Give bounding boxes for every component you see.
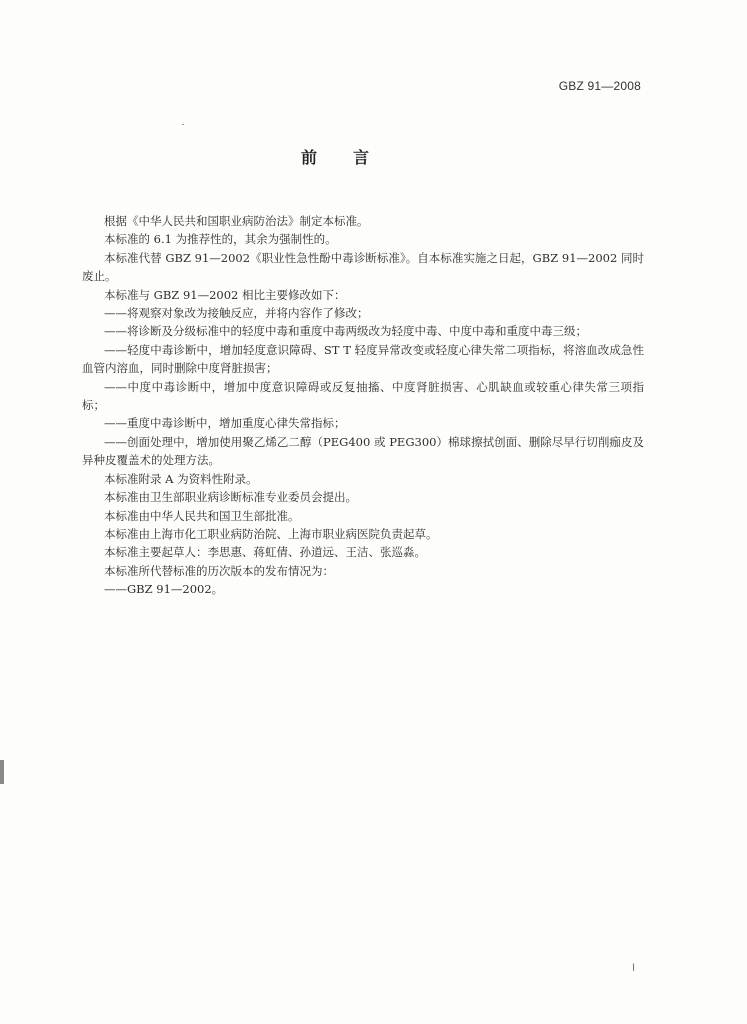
- paragraph: 本标准由中华人民共和国卫生部批准。: [104, 508, 300, 523]
- paragraph: 本标准代替 GBZ 91—2002《职业性急性酚中毒诊断标准》。自本标准实施之日起，GBZ 91—2002 同时废止。: [82, 250, 644, 284]
- document-code: GBZ 91—2008: [558, 79, 641, 93]
- paragraph: 本标准与 GBZ 91—2002 相比主要修改如下：: [104, 287, 346, 302]
- scan-speck: [182, 124, 184, 125]
- list-item: ——将观察对象改为接触反应，并将内容作了修改；: [104, 306, 369, 321]
- list-item: ——将诊断及分级标准中的轻度中毒和重度中毒两级改为轻度中毒、中度中毒和重度中毒三级；: [104, 324, 587, 339]
- page-number: I: [632, 962, 636, 974]
- scan-edge-mark: [0, 760, 4, 784]
- foreword-body: [82, 212, 644, 599]
- paragraph: 根据《中华人民共和国职业病防治法》制定本标准。: [104, 214, 369, 228]
- list-item: ——中度中毒诊断中，增加中度意识障碍或反复抽搐、中度肾脏损害、心肌缺血或较重心律失常三项指标；: [82, 379, 644, 413]
- list-item: ——轻度中毒诊断中，增加轻度意识障碍、ST T 轻度异常改变或轻度心律失常二项指标，将溶血改成急性血管内溶血，同时删除中度肾脏损害；: [82, 342, 644, 376]
- paragraph: 本标准附录 A 为资料性附录。: [104, 471, 258, 486]
- paragraph: 本标准所代替标准的历次版本的发布情况为：: [104, 563, 334, 578]
- page-title: 前言: [300, 148, 405, 167]
- paragraph: 本标准由上海市化工职业病防治院、上海市职业病医院负责起草。: [104, 526, 438, 541]
- list-item: ——GBZ 91—2002。: [104, 582, 224, 597]
- paragraph: 本标准主要起草人：李思惠、蒋虹倩、孙道远、王洁、张巡淼。: [104, 545, 426, 560]
- paragraph: 本标准的 6.1 为推荐性的，其余为强制性的。: [104, 232, 337, 247]
- paragraph: 本标准由卫生部职业病诊断标准专业委员会提出。: [104, 490, 357, 505]
- list-item: ——创面处理中，增加使用聚乙烯乙二醇（PEG400 或 PEG300）棉球擦拭创面、删除尽早行切削痂皮及异种皮覆盖术的处理方法。: [82, 434, 644, 468]
- list-item: ——重度中毒诊断中，增加重度心律失常指标；: [104, 416, 346, 431]
